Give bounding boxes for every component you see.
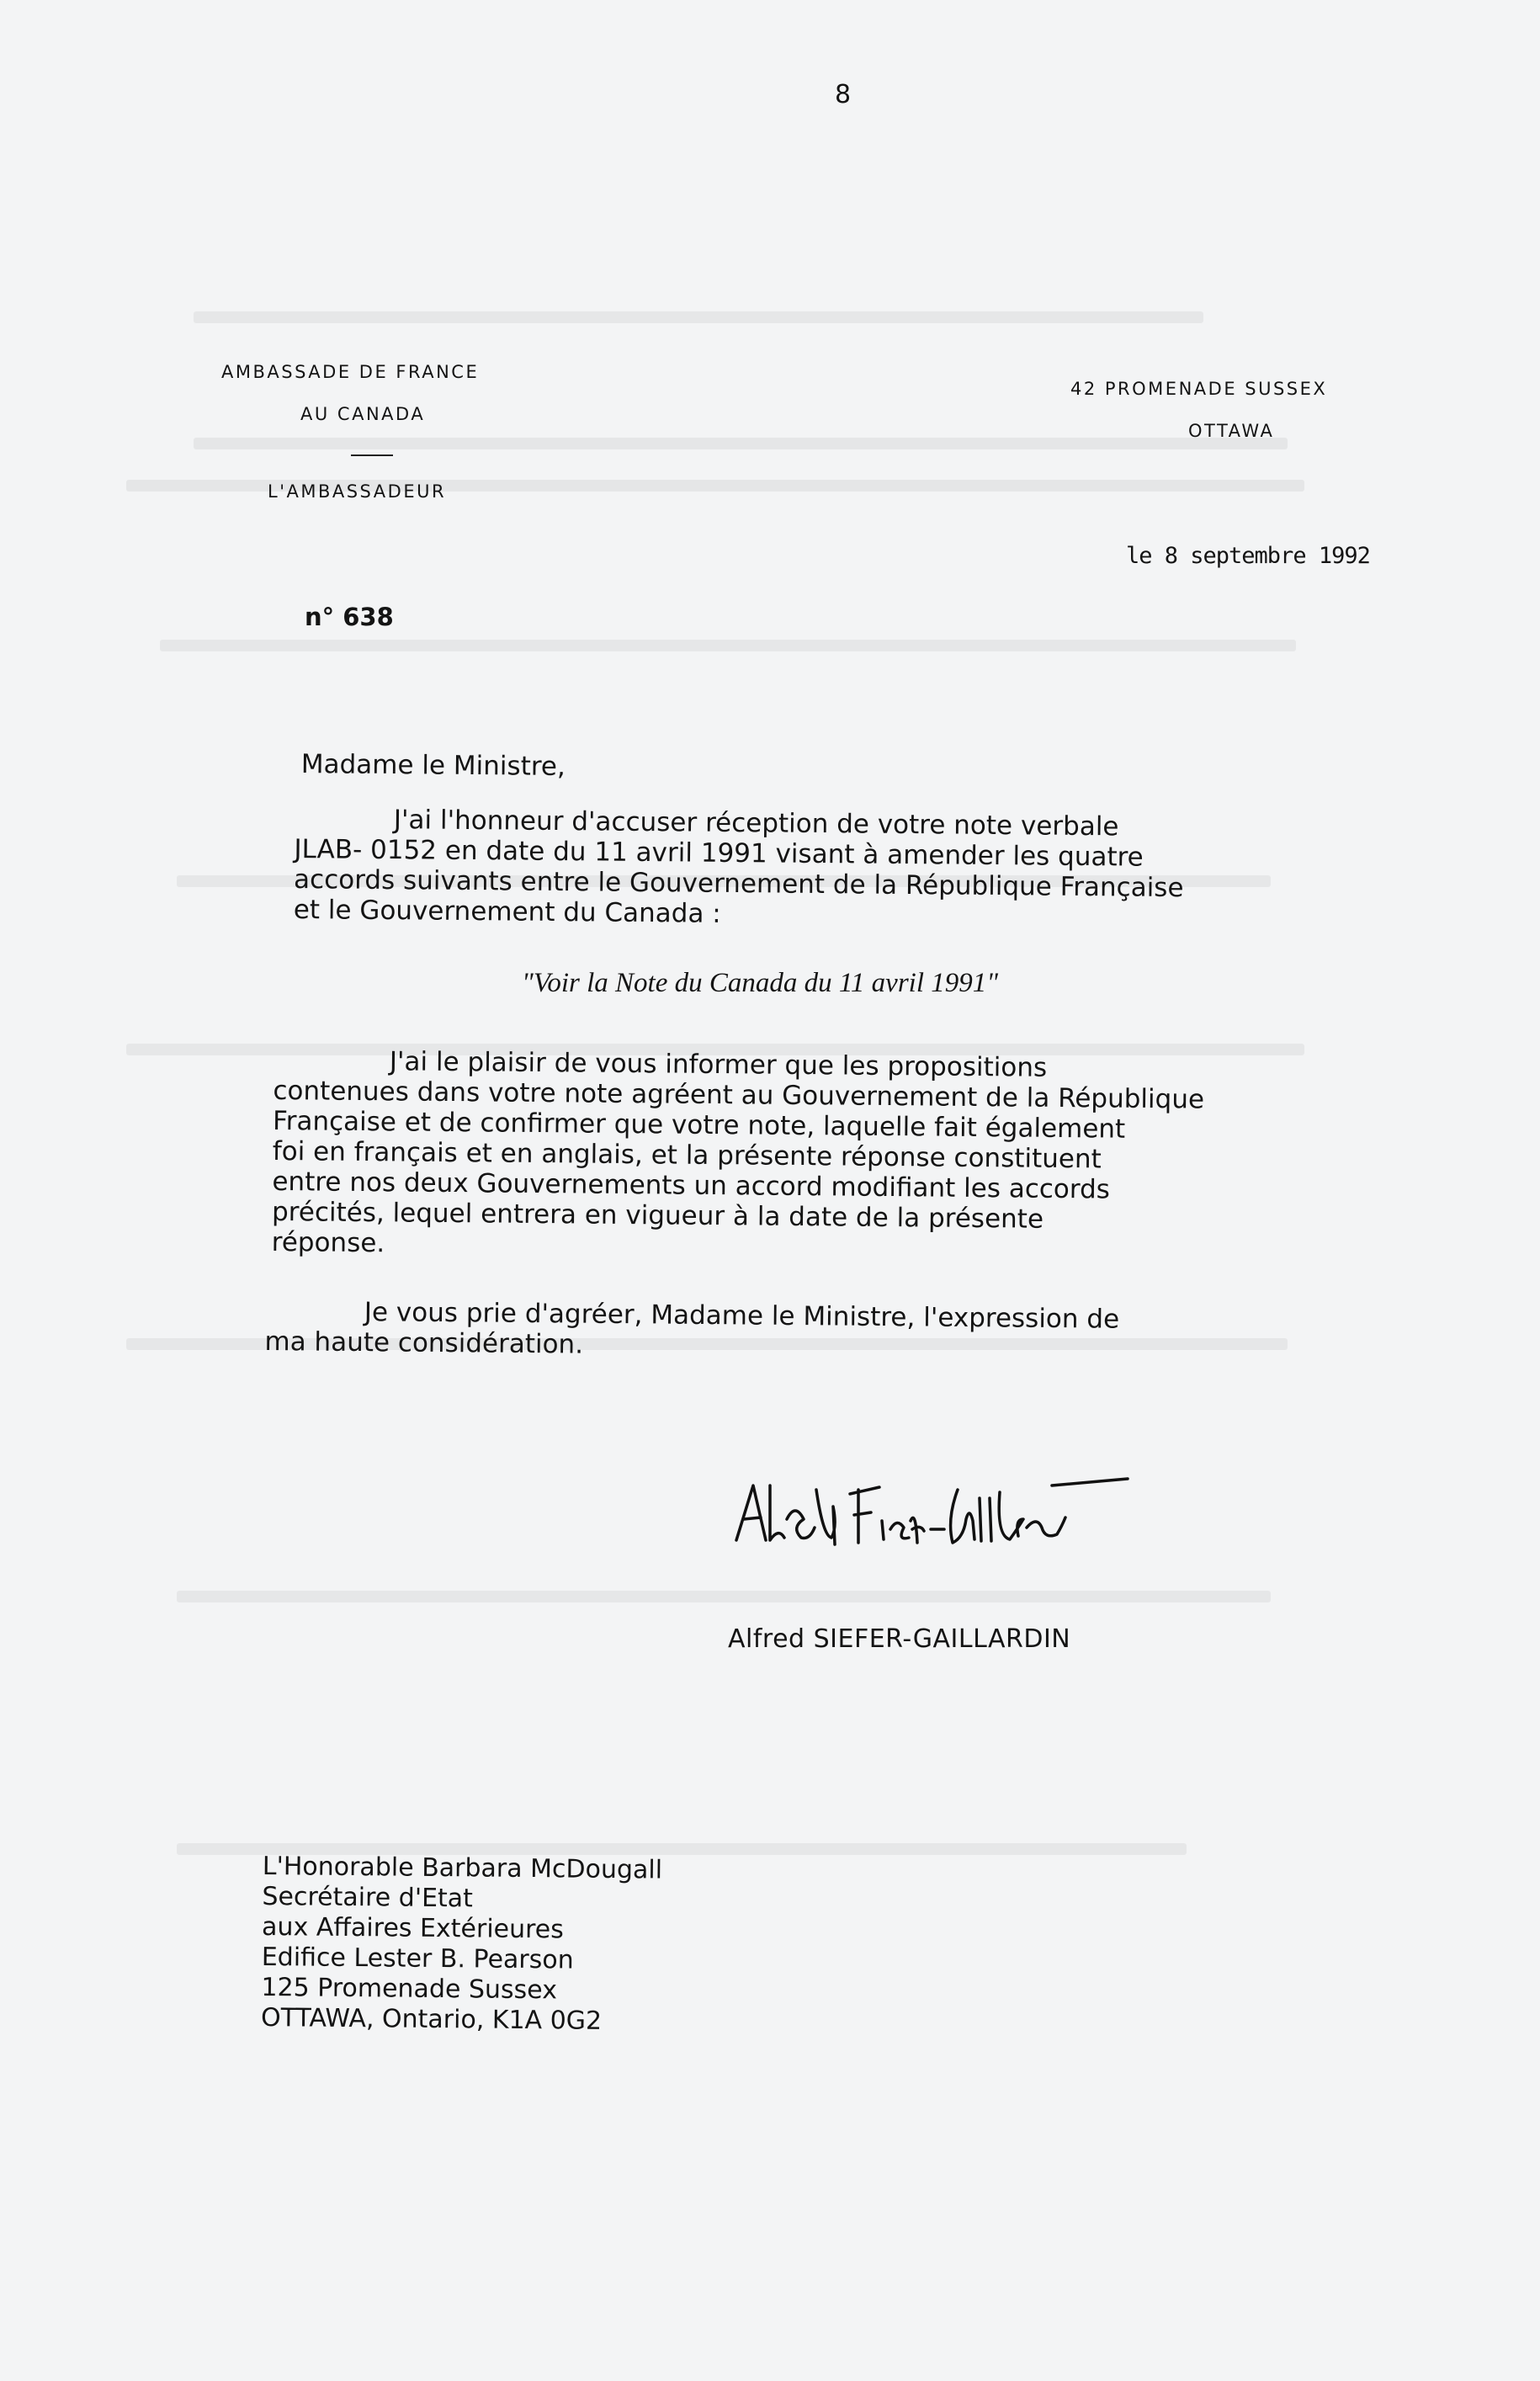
paragraph-line: ma haute considération. xyxy=(264,1326,584,1360)
addressee-block xyxy=(261,1852,662,2038)
reference-number: n° 638 xyxy=(305,603,394,631)
letterhead-divider xyxy=(351,454,393,456)
paragraph-line: J'ai l'honneur d'accuser réception de votre note verbale xyxy=(393,805,1119,842)
quoted-note: "Voir la Note du Canada du 11 avril 1991" xyxy=(522,968,999,998)
addressee-line: L'Honorable Barbara McDougall xyxy=(262,1852,663,1885)
letter-date: le 8 septembre 1992 xyxy=(1126,543,1370,569)
handwritten-signature xyxy=(732,1469,1136,1565)
paragraph-line: précités, lequel entrera en vigueur à la date de la présente xyxy=(271,1196,1044,1235)
signer-name: Alfred SIEFER-GAILLARDIN xyxy=(728,1624,1071,1654)
paragraph-closing xyxy=(264,1296,1119,1365)
paragraph-acknowledgement xyxy=(294,804,1185,933)
paragraph-line: entre nos deux Gouvernements un accord modifiant les accords xyxy=(272,1166,1111,1205)
paragraph-line: contenues dans votre note agréent au Gouvernement de la République xyxy=(273,1075,1205,1115)
addressee-line: 125 Promenade Sussex xyxy=(261,1972,558,2006)
addressee-line: OTTAWA, Ontario, K1A 0G2 xyxy=(260,2002,603,2036)
paragraph-line: Je vous prie d'agréer, Madame le Ministre, l'expression de xyxy=(364,1297,1120,1335)
letterhead-city: OTTAWA xyxy=(1188,421,1275,441)
paragraph-line: J'ai le plaisir de vous informer que les propositions xyxy=(389,1046,1048,1083)
addressee-line: Edifice Lester B. Pearson xyxy=(261,1942,574,1975)
paragraph-agreement xyxy=(272,1045,1205,1267)
letterhead-street-address: 42 PROMENADE SUSSEX xyxy=(1070,379,1328,399)
letterhead-country: AU CANADA xyxy=(300,404,426,424)
paragraph-line: accords suivants entre le Gouvernement de la République Française xyxy=(293,864,1184,904)
letterhead-embassy: AMBASSADE DE FRANCE xyxy=(221,362,480,382)
paragraph-line: foi en français et en anglais, et la présente réponse constituent xyxy=(272,1135,1102,1175)
addressee-line: aux Affaires Extérieures xyxy=(261,1911,565,1945)
paragraph-line: et le Gouvernement du Canada : xyxy=(293,894,721,929)
paragraph-line: JLAB- 0152 en date du 11 avril 1991 visant à amender les quatre xyxy=(294,833,1144,873)
page-number: 8 xyxy=(835,80,852,109)
salutation: Madame le Ministre, xyxy=(300,749,566,783)
letterhead-ambassador: L'AMBASSADEUR xyxy=(268,481,447,502)
addressee-line: Secrétaire d'Etat xyxy=(262,1881,474,1914)
paragraph-line: Française et de confirmer que votre note, laquelle fait également xyxy=(272,1105,1126,1145)
paragraph-line: réponse. xyxy=(271,1226,385,1259)
